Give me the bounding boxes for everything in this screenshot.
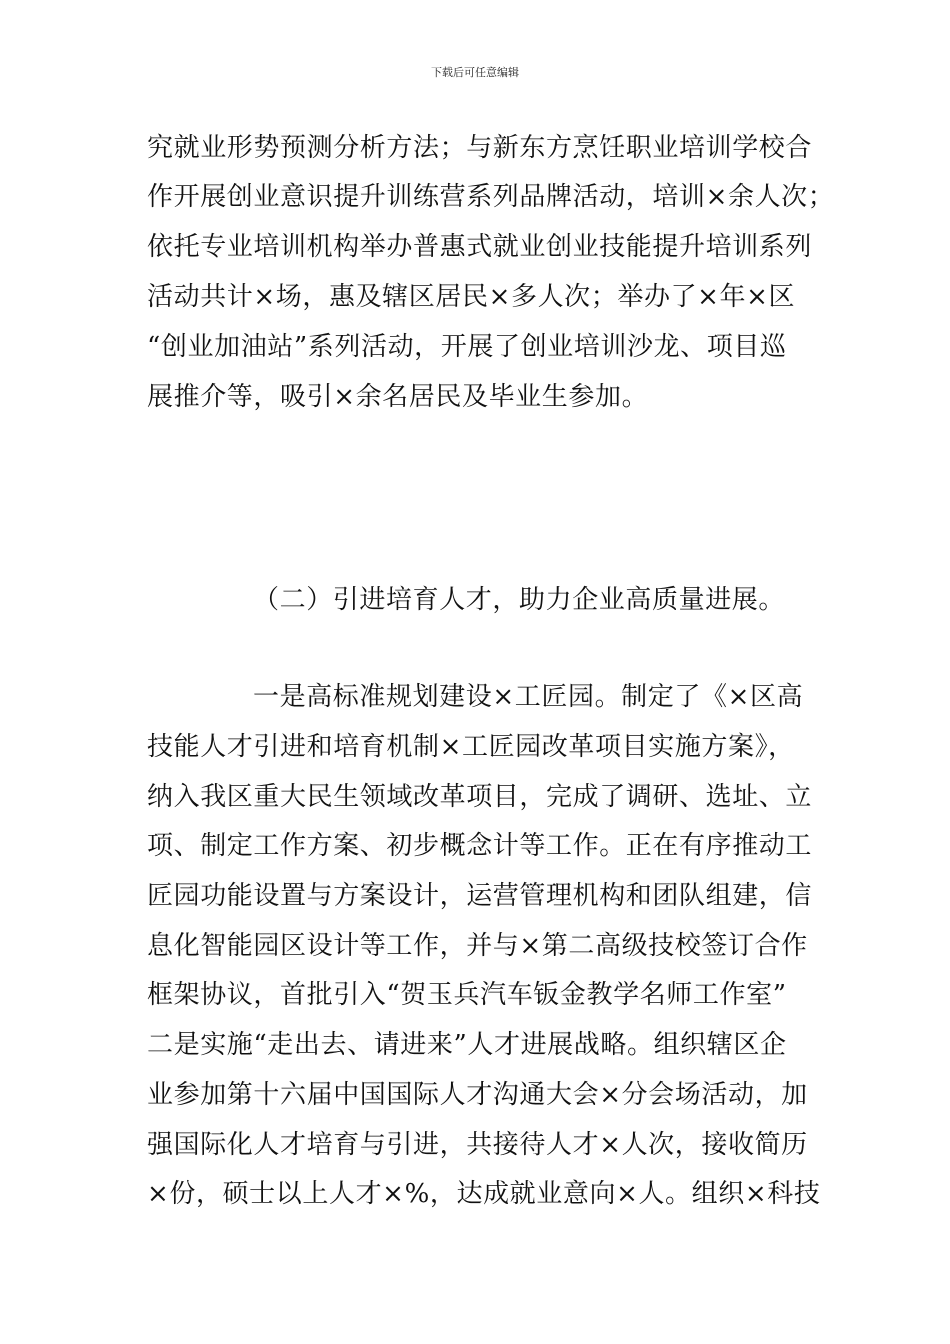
paragraph-line: 业参加第十六届中国国际人才沟通大会×分会场活动，加 <box>147 1080 808 1110</box>
paragraph-line: 息化智能园区设计等工作，并与×第二高级技校签订合作 <box>147 931 808 961</box>
paragraph-line: 框架协议，首批引入“贺玉兵汽车钣金教学名师工作室” <box>147 980 787 1010</box>
paragraph-line: 强国际化人才培育与引进，共接待人才×人次，接收简历 <box>147 1130 808 1160</box>
paragraph-line: 活动共计×场，惠及辖区居民×多人次；举办了×年×区 <box>147 282 796 312</box>
paragraph-line: 匠园功能设置与方案设计，运营管理机构和团队组建，信 <box>147 881 813 911</box>
paragraph-line: ×份，硕士以上人才×%，达成就业意向×人。组织×科技 <box>147 1179 821 1209</box>
paragraph-line: 纳入我区重大民生领域改革项目，完成了调研、选址、立 <box>147 782 813 812</box>
section-heading: （二）引进培育人才，助力企业高质量进展。 <box>253 585 786 615</box>
paragraph-line: “创业加油站”系列活动，开展了创业培训沙龙、项目巡 <box>147 332 787 362</box>
paragraph-line: 究就业形势预测分析方法；与新东方烹饪职业培训学校合 <box>147 133 813 163</box>
paragraph-line: 技能人才引进和培育机制×工匠园改革项目实施方案》， <box>147 732 795 762</box>
paragraph-line: 展推介等，吸引×余名居民及毕业生参加。 <box>147 382 649 412</box>
page-header-note: 下载后可任意编辑 <box>431 66 519 79</box>
paragraph-line: 一是高标准规划建设×工匠园。制定了《×区高 <box>253 682 804 712</box>
paragraph-line: 作开展创业意识提升训练营系列品牌活动，培训×余人次； <box>147 182 835 212</box>
paragraph-line: 项、制定工作方案、初步概念计等工作。正在有序推动工 <box>147 831 813 861</box>
paragraph-line: 二是实施“走出去、请进来”人才进展战略。组织辖区企 <box>147 1030 787 1060</box>
paragraph-line: 依托专业培训机构举办普惠式就业创业技能提升培训系列 <box>147 232 813 262</box>
